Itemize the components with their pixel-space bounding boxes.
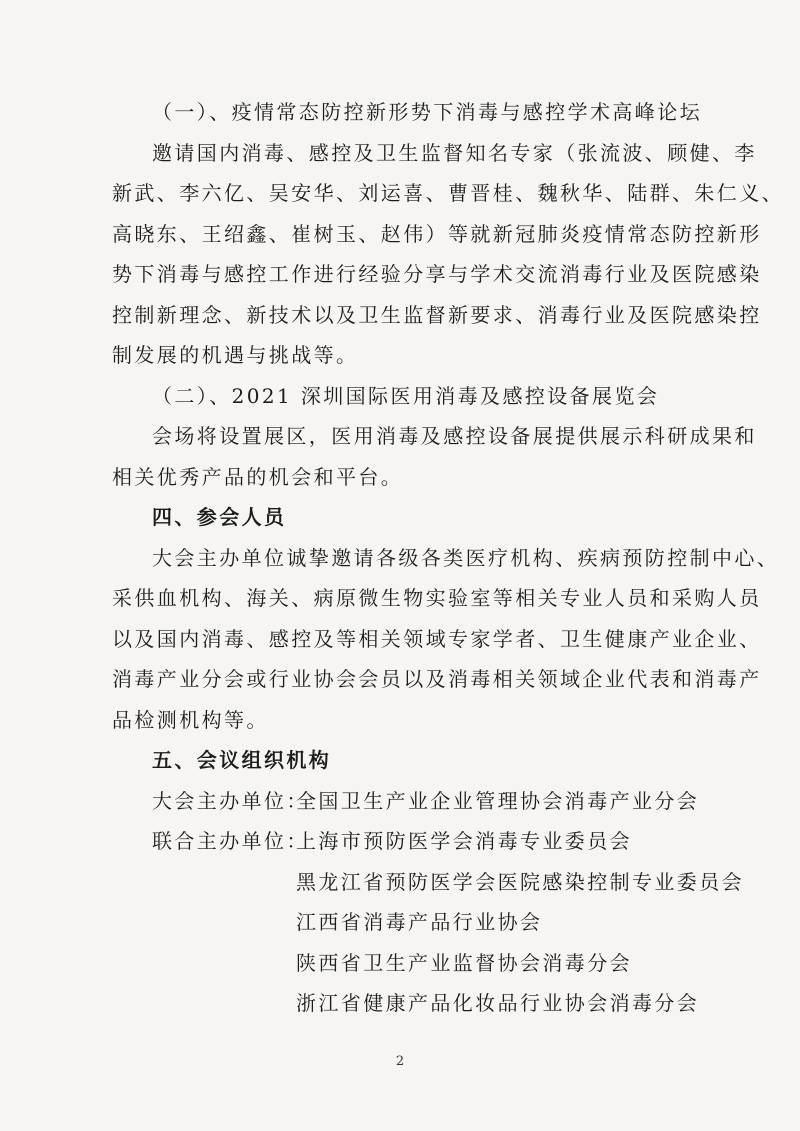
co-host-organizer: 浙江省健康产品化妆品行业协会消毒分会 [296, 991, 700, 1015]
co-host-label: 联合主办单位： [152, 829, 309, 853]
paragraph-line: 以及国内消毒、感控及等相关领域专家学者、卫生健康产业企业、 [112, 626, 762, 651]
co-host-organizer: 上海市预防医学会消毒专业委员会 [296, 829, 632, 853]
paragraph-line: 控制新理念、新技术以及卫生监督新要求、消毒行业及医院感染控 [112, 302, 762, 327]
host-organizer: 全国卫生产业企业管理协会消毒产业分会 [296, 788, 700, 813]
co-host-organizer: 黑龙江省预防医学会医院感染控制专业委员会 [296, 869, 744, 894]
host-organizer-row [112, 781, 700, 822]
paragraph-line: 邀请国内消毒、感控及卫生监督知名专家（张流波、顾健、李 [152, 140, 757, 165]
section-heading-attendees: 四、参会人员 [152, 505, 287, 529]
paragraph-line: 新武、李六亿、吴安华、刘运喜、曹晋桂、魏秋华、陆群、朱仁义、 [112, 181, 784, 205]
subsection-heading-exhibition: （二）、2021 深圳国际医用消毒及感控设备展览会 [152, 383, 660, 408]
host-label: 大会主办单位： [152, 788, 309, 813]
co-host-organizer: 江西省消毒产品行业协会 [296, 910, 543, 934]
paragraph-line: 相关优秀产品的机会和平台。 [112, 464, 404, 489]
paragraph-line: 高晓东、王绍鑫、崔树玉、赵伟）等就新冠肺炎疫情常态防控新形 [112, 221, 762, 246]
paragraph-forum [112, 133, 784, 376]
subsection-heading-forum: （一）、疫情常态防控新形势下消毒与感控学术高峰论坛 [152, 100, 702, 124]
paragraph-line: 采供血机构、海关、病原微生物实验室等相关专业人员和采购人员 [112, 586, 762, 610]
paragraph-line: 制发展的机遇与挑战等。 [112, 343, 359, 367]
page-number: 2 [395, 1054, 405, 1069]
co-host-organizer: 陕西省卫生产业监督协会消毒分会 [296, 950, 632, 975]
co-host-organizer-row [112, 821, 692, 862]
paragraph-line: 消毒产业分会或行业协会会员以及消毒相关领域企业代表和消毒产 [112, 667, 762, 691]
paragraph-exhibition [112, 416, 757, 497]
section-heading-organizers: 五、会议组织机构 [152, 748, 332, 772]
paragraph-line: 大会主办单位诚挚邀请各级各类医疗机构、疾病预防控制中心、 [152, 545, 780, 570]
paragraph-line: 会场将设置展区，医用消毒及感控设备展提供展示科研成果和 [152, 424, 757, 448]
paragraph-line: 品检测机构等。 [112, 707, 269, 732]
paragraph-line: 势下消毒与感控工作进行经验分享与学术交流消毒行业及医院感染 [112, 262, 762, 286]
paragraph-attendees [112, 538, 780, 741]
